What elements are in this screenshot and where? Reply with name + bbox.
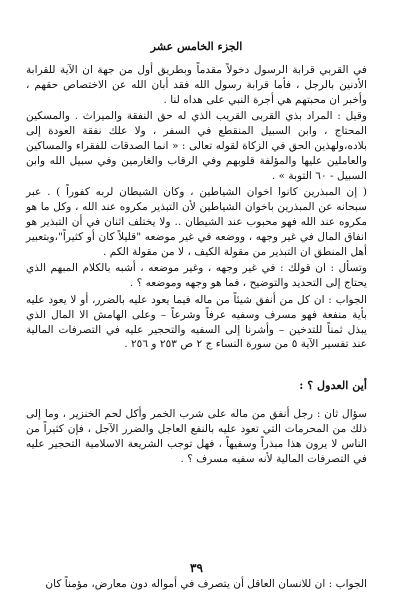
document-page <box>26 40 367 590</box>
paragraph-4: وتسأل : ان قولك : في غير وجهه ، وغير موضعه ، أشبه بالكلام المبهم الذي يحتاج إلى التحديد والتوضيح ، فما هو وجهه وموضعه ؟ . <box>26 262 367 290</box>
paragraph-2: وقيل : المراد بذي القربى القريب الذي له حق النفقة والميراث . والمسكين المحتاج ، وابن السبيل المنقطع في السفر ، ولا علك نفقة العودة إلى بلاده،ولهذين الحق في الزكاة لقوله تعالى : « انما الصدقات للفقراء والمساكين والعاملين عليها والمؤلفة قلوبهم وفي الرقاب والغارمين وفي سبيل الله وابن السبيل - ٦٠ التوبة » . <box>26 110 367 182</box>
paragraph-3: ( إن المبذرين كانوا اخوان الشياطين ، وكان الشيطان لربه كفوراً ) . عبر سبحانه عن المبذرين باخوان الشياطين لأن التبذير مكروه عند الله ، وكل ما هو مكروه عند الله فهو محبوب عند الشيطان .. ولا يختلف اثنان في أن التبذير هو انفاق المال في غير وجهه ، ووضعه في غير موضعه "قليلاً كان أو كثيراً"،وبتعبير أهل المنطق ان التبذير من مقولة الكيف ، لا من مقولة الكم . <box>26 186 367 258</box>
paragraph-1: في القربي قرابة الرسول دخولاً مقدماً وبطريق أول من جهة ان الآية للقرابة الأدنين بالرجل ، فأما قرابة رسول الله فقد أبان الله عن الاختصاص حقهم ، وأخبر ان محبتهم هي أجرة النبي على هداه لنا . <box>26 64 367 106</box>
section-divider <box>26 398 367 399</box>
page-number: ٣٩ <box>190 561 203 575</box>
page-header: الجزء الخامس عشر <box>150 40 243 53</box>
continuation-line: الجواب : ان للانسان العاقل أن يتصرف في أمواله دون معارض، مؤمناً كان <box>45 578 367 590</box>
section-heading: أين العدول ؟ : <box>299 378 367 393</box>
section-paragraph-1: سؤال ثان : رجل أنفق من ماله على شرب الخمر وأكل لحم الخنزير ، وما إلى ذلك من المحرمات التي تعود عليه بالنفع العاجل والضرر الآجل ، فإن كثيراً من الناس لا يرون هذا مبذراً وسفيهاً ، فهل توجب الشريعة الاسلامية التحجير عليه في التصرفات المالية لأنه سفيه مسرف ؟ . <box>26 408 367 465</box>
paragraph-5: الجواب : ان كل من أنفق شيئاً من ماله فيما يعود عليه بالضرر، أو لا يعود عليه بأية منفعة فهو مسرف وسفيه عرفاً وشرعاً – وعلى الهامش الا المال الذي يبذل ثمناً للتدخين – وأشرنا إلى السفيه والتحجير عليه في التصرفات المالية عند تفسير الآية ٥ من سورة النساء ج ٢ ص ٢٥٣ و ٢٥٦ . <box>26 293 367 351</box>
